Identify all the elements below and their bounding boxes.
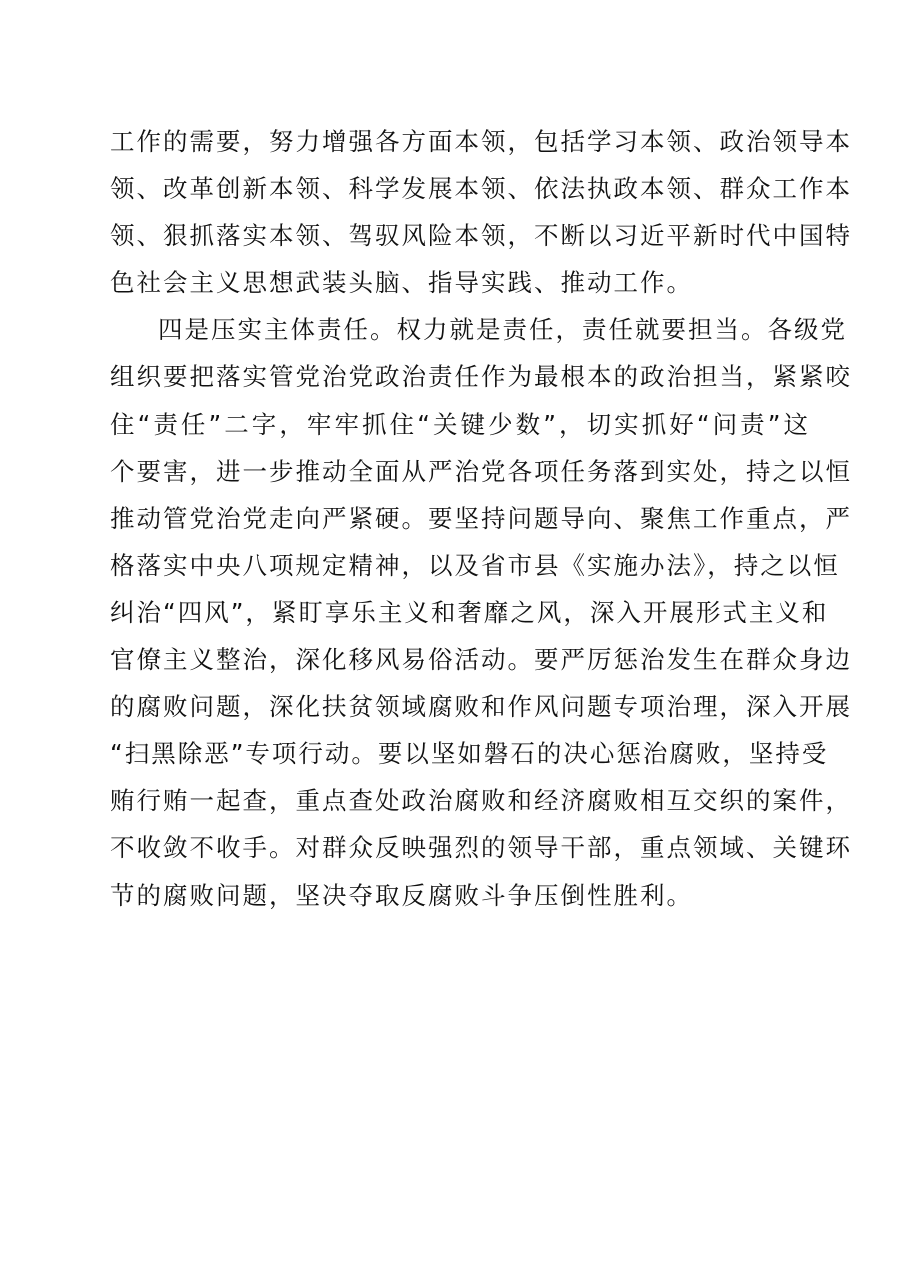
paragraph-line: 纠治“四风”，紧盯享乐主义和奢靡之风，深入开展形式主义和 bbox=[110, 597, 829, 627]
paragraph-line: 官僚主义整治，深化移风易俗活动。要严厉惩治发生在群众身边 bbox=[110, 645, 852, 675]
paragraph-line: 领、改革创新本领、科学发展本领、依法执政本领、群众工作本 bbox=[110, 174, 852, 204]
paragraph-line: 工作的需要，努力增强各方面本领，包括学习本领、政治领导本 bbox=[110, 127, 852, 156]
paragraph-2 bbox=[110, 306, 852, 918]
paragraph-line: “扫黑除恶”专项行动。要以坚如磐石的决心惩治腐败，坚持受 bbox=[110, 739, 829, 769]
paragraph-line: 住“责任”二字，牢牢抓住“关键少数”，切实抓好“问责”这 bbox=[110, 409, 810, 439]
paragraph-line: 色社会主义思想武装头脑、指导实践、推动工作。 bbox=[110, 268, 693, 298]
paragraph-line: 的腐败问题，深化扶贫领域腐败和作风问题专项治理，深入开展 bbox=[110, 692, 852, 722]
paragraph-1 bbox=[110, 118, 852, 306]
paragraph-line: 贿行贿一起查，重点查处政治腐败和经济腐败相互交织的案件， bbox=[110, 786, 852, 816]
paragraph-line: 格落实中央八项规定精神，以及省市县《实施办法》，持之以恒 bbox=[110, 550, 840, 580]
paragraph-line: 四是压实主体责任。权力就是责任，责任就要担当。各级党 bbox=[158, 315, 847, 345]
paragraph-line: 组织要把落实管党治党政治责任作为最根本的政治担当，紧紧咬 bbox=[110, 362, 852, 392]
paragraph-line: 节的腐败问题，坚决夺取反腐败斗争压倒性胜利。 bbox=[110, 880, 693, 910]
paragraph-line: 领、狠抓落实本领、驾驭风险本领，不断以习近平新时代中国特 bbox=[110, 221, 852, 251]
paragraph-line: 个要害，进一步推动全面从严治党各项任务落到实处，持之以恒 bbox=[110, 456, 852, 486]
paragraph-line: 不收敛不收手。对群众反映强烈的领导干部，重点领域、关键环 bbox=[110, 833, 852, 863]
paragraph-line: 推动管党治党走向严紧硬。要坚持问题导向、聚焦工作重点，严 bbox=[110, 503, 852, 533]
document-body bbox=[110, 118, 852, 919]
